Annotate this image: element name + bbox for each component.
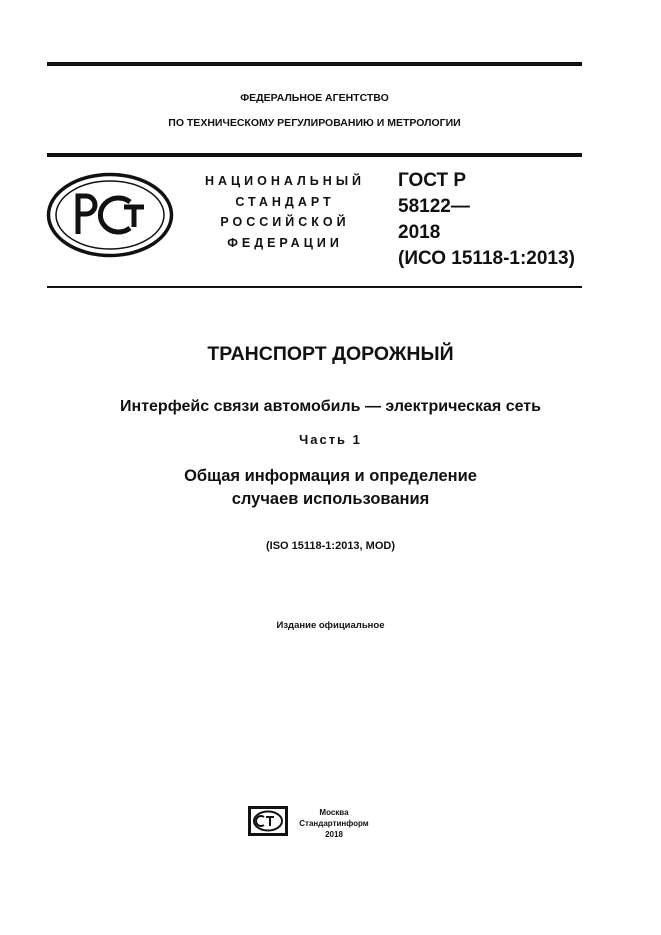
standartinform-logo — [248, 806, 288, 841]
header-rule — [47, 153, 582, 157]
publisher-info — [294, 807, 374, 840]
gost-line-4: (ИСО 15118-1:2013) — [398, 248, 575, 269]
publisher-year: 2018 — [325, 830, 343, 839]
top-rule — [47, 62, 582, 66]
national-line-2: СТАНДАРТ — [235, 194, 335, 209]
description-line-2: случаев использования — [231, 490, 430, 508]
gost-designation — [398, 168, 575, 272]
part-label: Часть 1 — [299, 432, 362, 447]
description-line-1: Общая информация и определение — [184, 467, 477, 485]
gost-line-2: 58122— — [398, 196, 470, 217]
national-line-4: ФЕДЕРАЦИИ — [227, 235, 343, 250]
publisher-name: Стандартинформ — [299, 819, 369, 828]
iso-reference: (ISO 15118-1:2013, MOD) — [265, 540, 395, 552]
gost-line-3: 2018 — [398, 222, 441, 243]
national-standard-label — [195, 171, 375, 253]
publisher-city: Москва — [319, 808, 349, 817]
document-subtitle: Интерфейс связи автомобиль — электрическая сеть — [120, 398, 541, 415]
standard-rule — [47, 286, 582, 288]
edition-label: Издание официальное — [276, 620, 385, 631]
gost-line-1: ГОСТ Р — [398, 170, 467, 191]
agency-line-2: ПО ТЕХНИЧЕСКОМУ РЕГУЛИРОВАНИЮ И МЕТРОЛОГИИ — [168, 117, 461, 129]
national-line-3: РОССИЙСКОЙ — [220, 215, 350, 229]
agency-line-1: ФЕДЕРАЛЬНОЕ АГЕНТСТВО — [240, 92, 389, 104]
document-title: ТРАНСПОРТ ДОРОЖНЫЙ — [207, 343, 454, 365]
gost-r-logo — [46, 172, 174, 263]
national-line-1: НАЦИОНАЛЬНЫЙ — [204, 174, 366, 188]
part-description — [0, 465, 661, 511]
